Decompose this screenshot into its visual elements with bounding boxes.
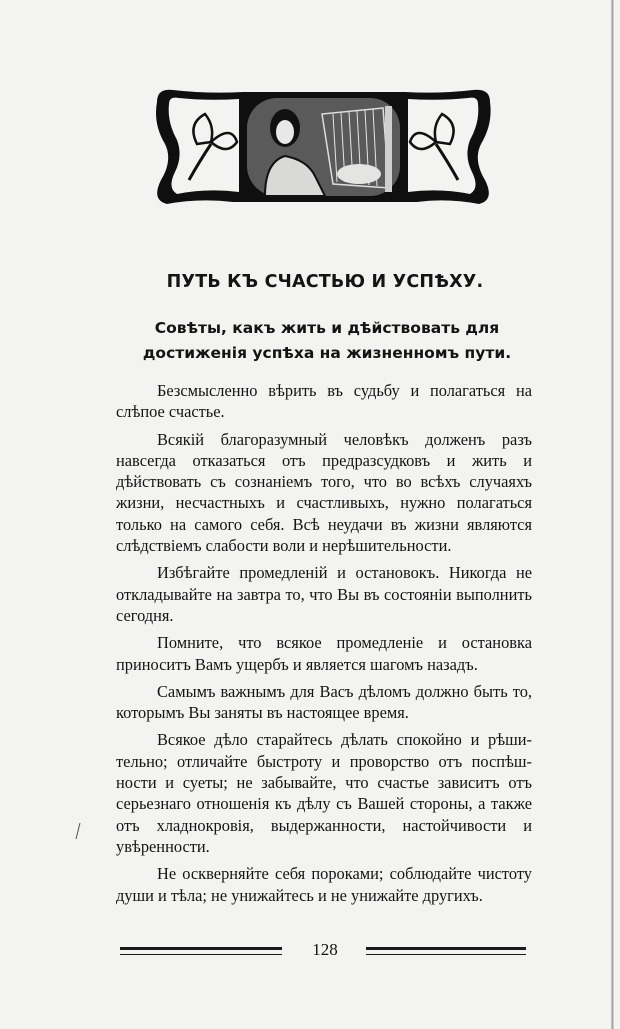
paragraph: Самымъ важнымъ для Васъ дѣломъ должно быть то, которымъ Вы заняты въ настоящее время.	[116, 681, 532, 723]
page-number: 128	[312, 940, 338, 959]
art-nouveau-vignette	[147, 84, 500, 210]
footer-rule-left	[120, 947, 282, 955]
footer-rule-right	[366, 947, 526, 955]
page-title: ПУТЬ КЪ СЧАСТЬЮ И УСПѢХУ.	[166, 272, 484, 292]
paragraph: Всякій благоразумный человѣкъ долженъ разъ навсегда отказаться отъ предразсудковъ и жить и дѣйствовать съ сознаніемъ того, что во всѣхъ случаяхъ жизни, несчастныхъ и счастливыхъ, нужно полагаться только на самого себя. Всѣ неудачи въ жизни являются слѣдствіемъ слабости воли и нерѣшительности.	[116, 429, 532, 556]
subtitle: Совѣты, какъ жить и дѣйствовать для достиженія успѣха на жизненномъ пути.	[142, 319, 512, 362]
paragraph: Безсмысленно вѣрить въ судьбу и полагаться на слѣпое счастье.	[116, 381, 532, 422]
paragraph: Всякое дѣло старайтесь дѣлать спокойно и рѣшительно; отличайте быстроту и проворство отъ поспѣшности и суеты; не забывайте, что счастье зависитъ отъ серьезнаго отношенія къ дѣлу съ Вашей стороны, а также отъ хладнокровія, выдержанности, настойчивости и увѣренности.	[116, 730, 532, 856]
paragraph: Избѣгайте промедленій и остановокъ. Никогда не откладывайте на завтра то, что Вы въ состояніи выполнить сегодня.	[116, 563, 532, 625]
margin-pencil-mark	[73, 822, 83, 840]
page-edge	[611, 0, 614, 1029]
paragraph: Помните, что всякое промедленіе и остановка приноситъ Вамъ ущербъ и является шагомъ назадъ.	[116, 633, 532, 674]
paragraph: Не оскверняйте себя пороками; соблюдайте чистоту души и тѣла; не унижайтесь и не унижайте другихъ.	[116, 864, 532, 905]
body-text	[116, 380, 532, 912]
page-footer	[120, 940, 530, 966]
